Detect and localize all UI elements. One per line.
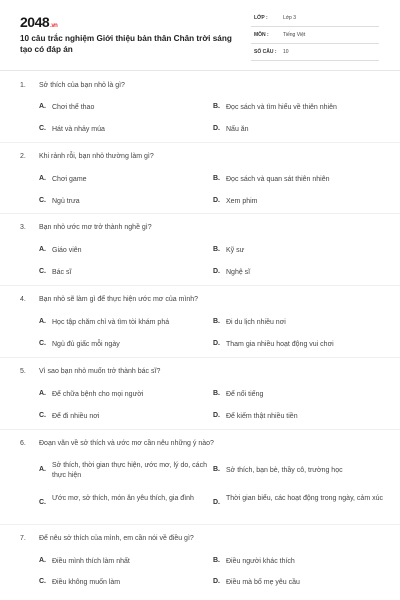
option-text: Chơi game	[52, 176, 87, 183]
option-letter: B.	[213, 557, 220, 564]
question-divider	[0, 429, 400, 430]
option-text: Chơi thể thao	[52, 104, 95, 111]
question-text: Bạn nhỏ sẽ làm gì để thực hiện ước mơ của mình?	[39, 296, 199, 303]
option-text: Để kiếm thật nhiều tiền	[226, 413, 298, 420]
meta-row-count	[251, 48, 379, 61]
option-letter: D.	[213, 268, 220, 275]
question-text: Sở thích của bạn nhỏ là gì?	[39, 82, 125, 89]
option-letter: B.	[213, 175, 220, 182]
meta-row-subject	[251, 31, 379, 44]
option-letter: A.	[39, 557, 46, 564]
option-text: Ước mơ, sở thích, món ăn yêu thích, gia đình	[52, 495, 194, 502]
option-letter: C.	[39, 125, 46, 132]
option-text: Để chữa bệnh cho mọi người	[52, 391, 144, 398]
option-letter: C.	[39, 412, 46, 419]
option-text: Điều người khác thích	[226, 558, 295, 565]
option-text: Bác sĩ	[52, 269, 72, 276]
option-text: Nghệ sĩ	[226, 269, 251, 276]
question-text: Khi rảnh rỗi, bạn nhỏ thường làm gì?	[39, 153, 154, 160]
option-letter: D.	[213, 340, 220, 347]
question-divider	[0, 213, 400, 214]
question-divider	[0, 285, 400, 286]
option-text: Điều mình thích làm nhất	[52, 558, 130, 565]
option-text: Ngủ trưa	[52, 198, 80, 205]
logo-suffix: .vn	[50, 23, 58, 29]
option-letter: A.	[39, 466, 46, 473]
question-text: Để nêu sở thích của mình, em cần nói về điều gì?	[39, 535, 194, 542]
option-letter: B.	[213, 246, 220, 253]
option-letter: A.	[39, 318, 46, 325]
page-header	[0, 0, 400, 66]
option-letter: A.	[39, 246, 46, 253]
option-text: Để đi nhiều nơi	[52, 413, 100, 420]
option-text: Đi du lịch nhiều nơi	[226, 319, 286, 326]
question-number: 7.	[20, 535, 26, 542]
logo-main: 2048	[20, 14, 50, 30]
option-text: Kỹ sư	[226, 247, 245, 254]
option-text: Điều không muốn làm	[52, 579, 121, 586]
meta-key: LỚP :	[254, 15, 268, 21]
option-text: Học tập chăm chỉ và tìm tòi khám phá	[52, 319, 170, 326]
question-divider	[0, 357, 400, 358]
meta-value: Tiếng Việt	[283, 32, 306, 38]
page-title: 10 câu trắc nghiệm Giới thiệu bản thân Chân trời sáng tạo có đáp án	[20, 34, 232, 54]
option-text: Đọc sách và quan sát thiên nhiên	[226, 176, 330, 183]
option-text: Xem phim	[226, 198, 258, 205]
option-text: Tham gia nhiều hoạt động vui chơi	[226, 341, 334, 348]
option-text: Giáo viên	[52, 247, 82, 254]
question-number: 5.	[20, 368, 26, 375]
option-letter: D.	[213, 499, 220, 506]
question-text: Bạn nhỏ ước mơ trở thành nghề gì?	[39, 224, 152, 231]
question-divider	[0, 524, 400, 525]
meta-info	[251, 14, 379, 65]
option-text: Sở thích, bạn bè, thầy cô, trường học	[226, 467, 343, 474]
option-letter: C.	[39, 499, 46, 506]
option-text: Đọc sách và tìm hiểu về thiên nhiên	[226, 104, 337, 111]
meta-value: 10	[283, 49, 289, 55]
site-logo[interactable]	[20, 14, 57, 30]
option-letter: D.	[213, 412, 220, 419]
question-divider	[0, 142, 400, 143]
option-text: Để nổi tiếng	[226, 391, 264, 398]
option-letter: C.	[39, 578, 46, 585]
header-divider	[0, 70, 400, 71]
option-text: Nấu ăn	[226, 126, 249, 133]
option-text: Sở thích, thời gian thực hiện, ước mơ, lý do, cách thực hiện	[52, 462, 207, 479]
option-letter: D.	[213, 578, 220, 585]
option-letter: D.	[213, 125, 220, 132]
meta-key: SỐ CÂU :	[254, 49, 277, 55]
option-letter: D.	[213, 197, 220, 204]
question-number: 4.	[20, 296, 26, 303]
option-letter: B.	[213, 103, 220, 110]
question-text: Đoạn văn về sở thích và ước mơ cần nêu những ý nào?	[39, 440, 214, 447]
question-text: Vì sao bạn nhỏ muốn trở thành bác sĩ?	[39, 368, 161, 375]
option-text: Hát và nhảy múa	[52, 126, 105, 133]
question-number: 2.	[20, 153, 26, 160]
option-letter: C.	[39, 268, 46, 275]
meta-key: MÔN :	[254, 32, 269, 38]
option-letter: C.	[39, 197, 46, 204]
meta-value: Lớp 3	[283, 15, 297, 21]
question-number: 3.	[20, 224, 26, 231]
option-letter: A.	[39, 390, 46, 397]
option-letter: A.	[39, 175, 46, 182]
option-text: Thời gian biểu, các hoạt động trong ngày, cảm xúc	[226, 495, 383, 502]
option-text: Điều mà bố mẹ yêu cầu	[226, 579, 300, 586]
option-letter: C.	[39, 340, 46, 347]
option-letter: B.	[213, 390, 220, 397]
meta-row-grade	[251, 14, 379, 27]
option-letter: B.	[213, 466, 220, 473]
option-letter: B.	[213, 318, 220, 325]
question-number: 1.	[20, 82, 26, 89]
option-letter: A.	[39, 103, 46, 110]
question-number: 6.	[20, 440, 26, 447]
option-text: Ngủ đủ giấc mỗi ngày	[52, 341, 120, 348]
